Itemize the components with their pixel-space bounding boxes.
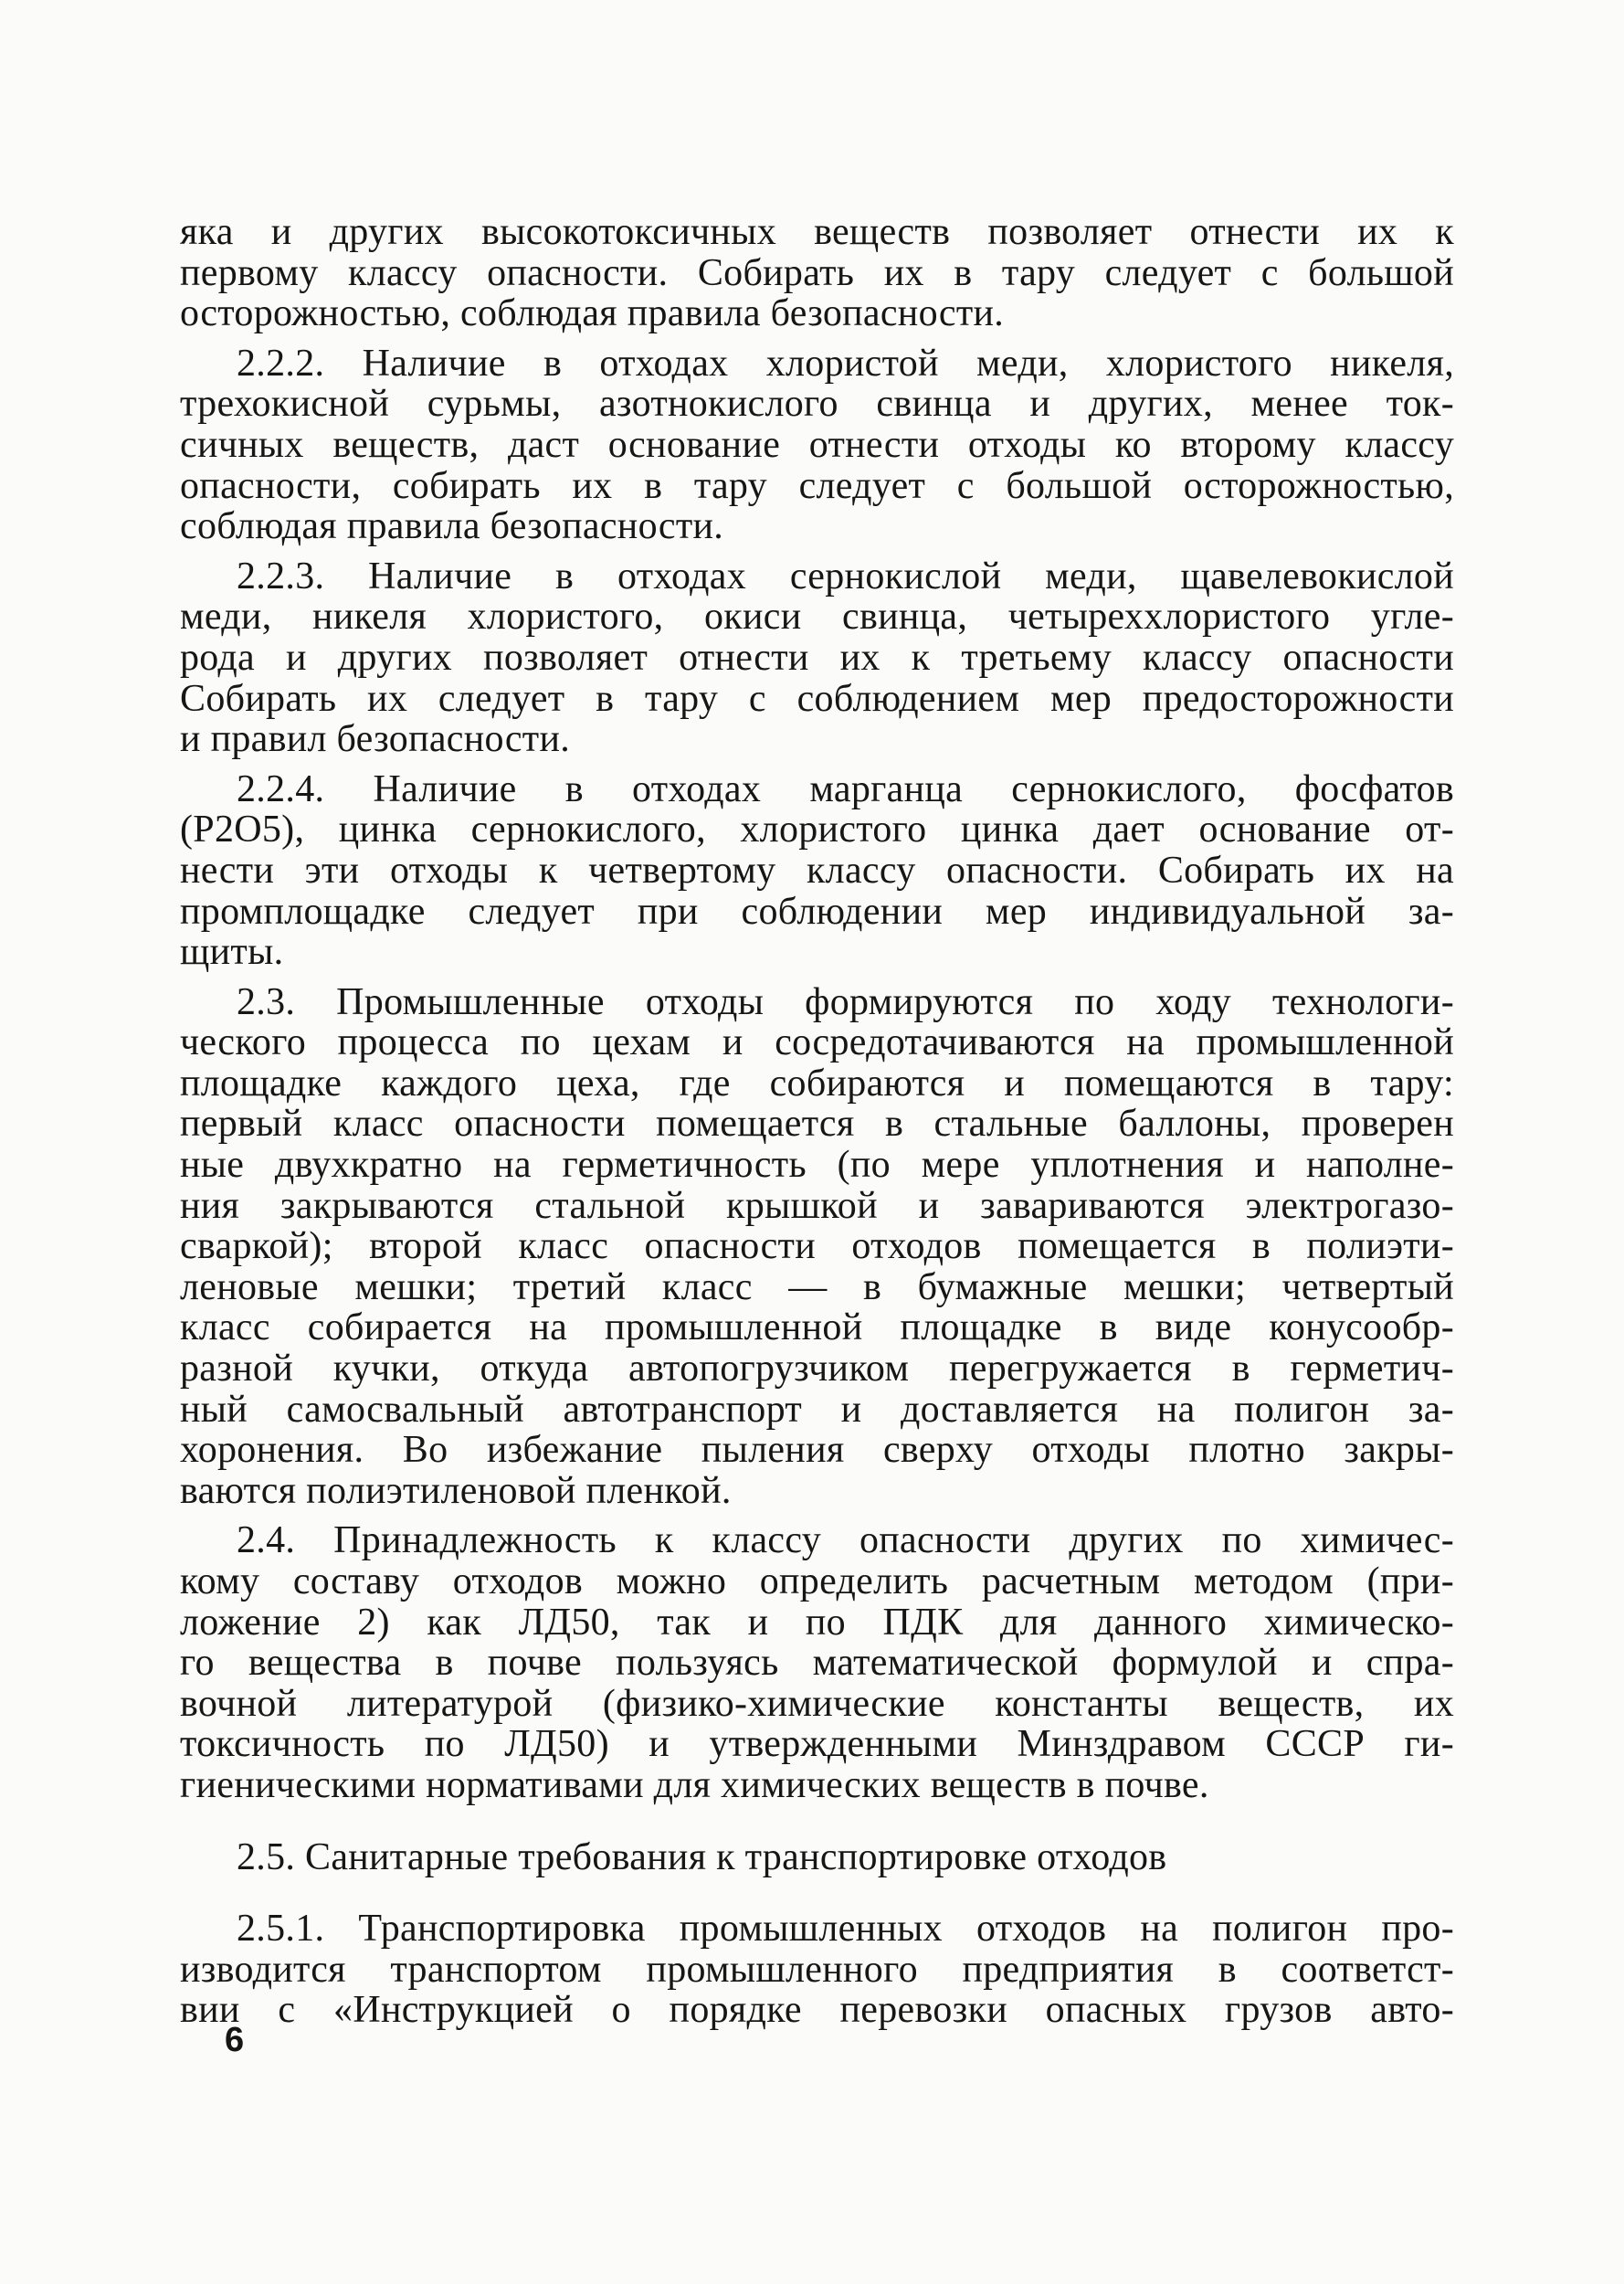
text-line: осторожностью, соблюдая правила безопасности. (180, 292, 1005, 335)
text-line: опасности, собирать их в тару следует с большой осторожностью, (180, 464, 1454, 507)
text-line: (Р2О5), цинка сернокислого, хлористого цинка дает основание от- (180, 809, 1454, 851)
text-line: 2.4. Принадлежность к классу опасности других по химичес- (237, 1519, 1454, 1562)
text-line: изводится транспортом промышленного предприятия в соответст- (180, 1948, 1454, 1991)
paragraph (180, 1520, 1454, 1805)
text-line: класс собирается на промышленной площадке в виде конусообр- (180, 1306, 1454, 1349)
text-line: ные двухкратно на герметичность (по мере уплотнения и наполне- (180, 1144, 1454, 1187)
text-line: 2.2.4. Наличие в отходах марганца сернокислого, фосфатов (237, 767, 1454, 810)
text-line: промплощадке следует при соблюдении мер индивидуальной за- (180, 890, 1454, 933)
text-line: 2.2.3. Наличие в отходах сернокислой меди, щавелевокислой (237, 555, 1454, 597)
text-line: нести эти отходы к четвертому классу опасности. Собирать их на (180, 849, 1454, 892)
paragraph (180, 212, 1454, 334)
paragraph (180, 769, 1454, 973)
section-heading: 2.5. Санитарные требования к транспортировке отходов (237, 1835, 1167, 1878)
text-line: ный самосвальный автотранспорт и доставляется на полигон за- (180, 1388, 1454, 1431)
text-line: трехокисной сурьмы, азотнокислого свинца и других, менее ток- (180, 383, 1454, 426)
text-line: вочной литературой (физико-химические константы веществ, их (180, 1682, 1454, 1725)
text-line: щиты. (180, 931, 284, 974)
text-line: яка и других высокотоксичных веществ позволяет отнести их к (180, 211, 1454, 253)
text-line: рода и других позволяет отнести их к третьему классу опасности (180, 636, 1454, 679)
text-line: го вещества в почве пользуясь математической формулой и спра- (180, 1642, 1454, 1685)
text-line: кому составу отходов можно определить расчетным методом (при- (180, 1560, 1454, 1602)
paragraph (180, 344, 1454, 547)
text-line: ния закрываются стальной крышкой и завариваются электрогазо- (180, 1184, 1454, 1227)
text-line: разной кучки, откуда автопогрузчиком перегружается в герметич- (180, 1348, 1454, 1390)
text-line: Собирать их следует в тару с соблюдением мер предосторожности (180, 677, 1454, 720)
text-line: сваркой); второй класс опасности отходов помещается в полиэти- (180, 1225, 1454, 1268)
text-line: ческого процесса по цехам и сосредотачиваются на промышленной (180, 1021, 1454, 1064)
document-body (180, 212, 1454, 2031)
text-line: ваются полиэтиленовой пленкой. (180, 1469, 732, 1512)
text-line: хоронения. Во избежание пыления сверху отходы плотно закры- (180, 1429, 1454, 1472)
text-line: сичных веществ, даст основание отнести отходы ко второму классу (180, 423, 1454, 466)
paragraph (180, 556, 1454, 760)
text-line: 2.5.1. Транспортировка промышленных отходов на полигон про- (237, 1908, 1454, 1951)
text-line: токсичность по ЛД50) и утвержденными Минздравом СССР ги- (180, 1723, 1454, 1766)
text-line: ложение 2) как ЛД50, так и по ПДК для данного химическо- (180, 1601, 1454, 1644)
text-line: первый класс опасности помещается в стальные баллоны, проверен (180, 1103, 1454, 1146)
text-line: 2.3. Промышленные отходы формируются по ходу технологи- (237, 980, 1454, 1023)
text-line: меди, никеля хлористого, окиси свинца, четыреххлористого угле- (180, 596, 1454, 639)
text-line: леновые мешки; третий класс — в бумажные мешки; четвертый (180, 1265, 1454, 1308)
paragraph (180, 982, 1454, 1512)
text-line: гиеническими нормативами для химических веществ в почве. (180, 1763, 1209, 1806)
text-line: площадке каждого цеха, где собираются и помещаются в тару: (180, 1062, 1454, 1105)
page-number: 6 (225, 2021, 245, 2059)
text-line: и правил безопасности. (180, 718, 571, 761)
text-line: соблюдая правила безопасности. (180, 505, 724, 548)
paragraph (180, 1909, 1454, 2031)
text-line: вии с «Инструкцией о порядке перевозки опасных грузов авто- (180, 1989, 1454, 2032)
text-line: первому классу опасности. Собирать их в тару следует с большой (180, 251, 1454, 294)
text-line: 2.2.2. Наличие в отходах хлористой меди, хлористого никеля, (237, 342, 1454, 385)
